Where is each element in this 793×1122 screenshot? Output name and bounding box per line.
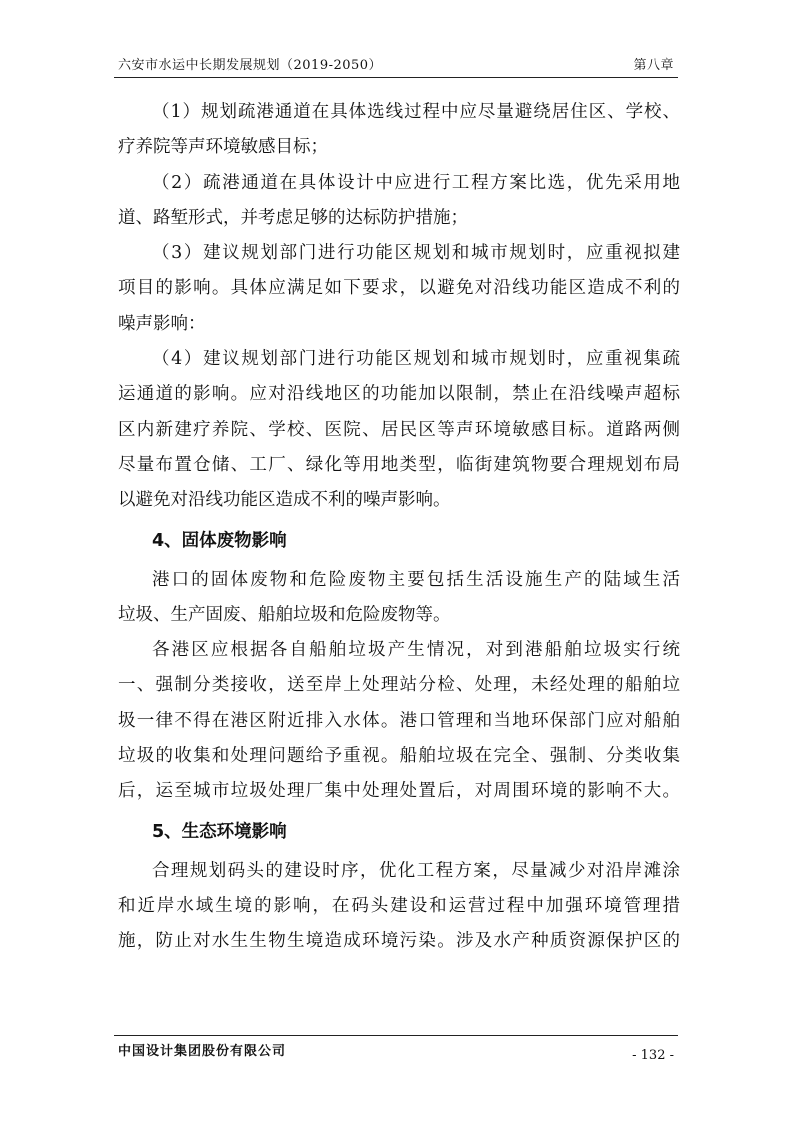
text-line: 港口的固体废物和危险废物主要包括生活设施生产的陆域生活 bbox=[152, 569, 680, 590]
text-line: 尽量布置仓储、工厂、绿化等用地类型，临街建筑物要合理规划布局 bbox=[118, 454, 680, 475]
text-line: 以避免对沿线功能区造成不利的噪声影响。 bbox=[118, 490, 451, 511]
footer-divider bbox=[114, 1035, 678, 1036]
document-title: 六安市水运中长期发展规划（2019-2050） bbox=[118, 58, 383, 73]
page-number: - 132 - bbox=[632, 1048, 674, 1063]
page-body bbox=[118, 95, 680, 960]
text-line: 圾一律不得在港区附近排入水体。港口管理和当地环保部门应对船舶 bbox=[118, 710, 680, 731]
chapter-label: 第八章 bbox=[633, 58, 674, 73]
paragraph-item-1 bbox=[118, 95, 680, 166]
text-line: 疗养院等声环境敏感目标； bbox=[118, 137, 328, 158]
text-line: 合理规划码头的建设时序，优化工程方案，尽量减少对沿岸滩涂 bbox=[152, 860, 680, 881]
paragraph-item-3 bbox=[118, 236, 680, 342]
text-line: 垃圾的收集和处理问题给予重视。船舶垃圾在完全、强制、分类收集 bbox=[118, 746, 680, 767]
text-line: 区内新建疗养院、学校、医院、居民区等声环境敏感目标。道路两侧 bbox=[118, 419, 680, 440]
text-line: 和近岸水域生境的影响，在码头建设和运营过程中加强环境管理措 bbox=[118, 895, 680, 916]
text-line: 后，运至城市垃圾处理厂集中处理处置后，对周围环境的影响不大。 bbox=[118, 781, 680, 802]
text-line: （1）规划疏港通道在具体选线过程中应尽量避绕居住区、学校、 bbox=[152, 102, 680, 122]
text-line: 项目的影响。具体应满足如下要求，以避免对沿线功能区造成不利的 bbox=[118, 278, 680, 299]
paragraph-item-2 bbox=[118, 166, 680, 237]
section-heading-ecology: 5、生态环境影响 bbox=[152, 821, 287, 842]
page-footer bbox=[114, 1040, 678, 1064]
text-line: 一、强制分类接收，送至岸上处理站分检、处理，未经处理的船舶垃 bbox=[118, 675, 680, 696]
section5-paragraph-1 bbox=[118, 854, 680, 960]
text-line: 施，防止对水生生物生境造成环境污染。涉及水产种质资源保护区的 bbox=[118, 931, 680, 952]
company-name: 中国设计集团股份有限公司 bbox=[118, 1044, 287, 1059]
text-line: （2）疏港通道在具体设计中应进行工程方案比选，优先采用地 bbox=[152, 172, 680, 193]
text-line: 噪声影响： bbox=[118, 313, 206, 334]
text-line: 各港区应根据各自船舶垃圾产生情况，对到港船舶垃圾实行统 bbox=[152, 640, 680, 661]
text-line: 垃圾、生产固废、船舶垃圾和危险废物等。 bbox=[118, 604, 451, 625]
section-heading-solid-waste: 4、固体废物影响 bbox=[152, 530, 287, 551]
text-line: 运通道的影响。应对沿线地区的功能加以限制，禁止在沿线噪声超标 bbox=[118, 384, 680, 405]
section4-paragraph-2 bbox=[118, 633, 680, 809]
header-divider bbox=[114, 77, 678, 78]
section4-paragraph-1 bbox=[118, 563, 680, 634]
paragraph-item-4 bbox=[118, 342, 680, 518]
text-line: 道、路堑形式，并考虑足够的达标防护措施； bbox=[118, 207, 468, 228]
text-line: （3）建议规划部门进行功能区规划和城市规划时，应重视拟建 bbox=[152, 243, 680, 264]
page-header bbox=[114, 52, 678, 74]
text-line: （4）建议规划部门进行功能区规划和城市规划时，应重视集疏 bbox=[152, 349, 680, 370]
